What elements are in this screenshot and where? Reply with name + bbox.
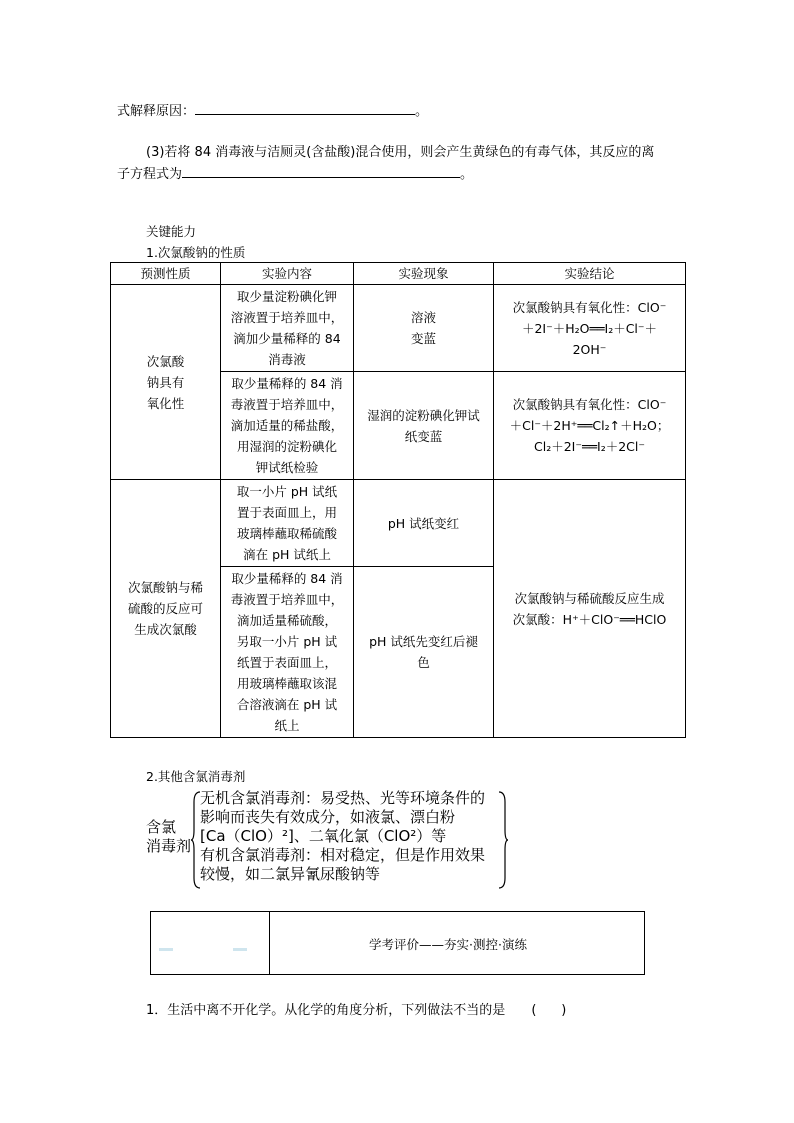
table-cell-conclusion: 次氯酸钠与稀硫酸反应生成 次氯酸：H⁺＋ClO⁻══HClO	[494, 480, 686, 738]
property-oxidizing: 次氯酸 钠具有 氧化性	[111, 285, 221, 480]
table-cell-phenomenon: pH 试纸变红	[354, 480, 494, 567]
chlorine-disinfectant-label: 含氯 消毒剂	[146, 818, 192, 855]
table-row	[111, 285, 686, 372]
answer-bracket[interactable]: ( )	[531, 1003, 567, 1018]
header-experiment-content: 实验内容	[221, 263, 354, 285]
table-cell-content: 取一小片 pH 试纸 置于表面皿上，用 玻璃棒蘸取稀硫酸 滴在 pH 试纸上	[221, 480, 354, 567]
question-1	[146, 999, 566, 1018]
right-brace-icon	[497, 790, 509, 890]
key-ability-heading: 关键能力	[146, 224, 197, 239]
answer-blank[interactable]	[182, 163, 460, 178]
header-conclusion: 实验结论	[494, 263, 686, 285]
prompt-text: 式解释原因：	[117, 104, 196, 119]
table-cell-content: 取少量稀释的 84 消 毒液置于培养皿中， 滴加适量的稀盐酸， 用湿润的淀粉碘化 钾试纸检验	[221, 372, 354, 480]
banner-decoration	[159, 948, 173, 951]
banner-title: 学考评价——夯实·测控·演练	[369, 937, 527, 952]
question-3-line-1: (3)若将 84 消毒液与洁厕灵(含盐酸)混合使用，则会产生黄绿色的有毒气体，其反应的离	[146, 145, 655, 160]
section-1-title: 1.次氯酸钠的性质	[146, 245, 246, 260]
table-header-row	[111, 263, 686, 285]
table-row	[111, 480, 686, 567]
table-cell-content: 取少量稀释的 84 消 毒液置于培养皿中， 滴加适量稀硫酸， 另取一小片 pH 试 纸置于表面皿上， 用玻璃棒蘸取该混 合溶液滴在 pH 试 纸上	[221, 567, 354, 738]
sodium-hypochlorite-table	[110, 262, 686, 738]
question-1-text: 1．生活中离不开化学。从化学的角度分析，下列做法不当的是	[146, 1003, 506, 1018]
banner-decoration	[233, 948, 247, 951]
disinfectant-description: 无机含氯消毒剂：易受热、光等环境条件的 影响而丧失有效成分，如液氯、漂白粉 [Ca（ClO）²]、二氧化氯（ClO²）等 有机含氯消毒剂：相对稳定，但是作用效果 较慢，如二氯异氰尿酸钠等	[200, 789, 486, 883]
table-cell-phenomenon: pH 试纸先变红后褪 色	[354, 567, 494, 738]
table-cell-phenomenon: 溶液 变蓝	[354, 285, 494, 372]
question-3-line-2: 子方程式为 。	[117, 163, 473, 182]
answer-blank[interactable]	[195, 100, 415, 115]
section-2-title: 2.其他含氯消毒剂	[146, 769, 246, 784]
header-phenomenon: 实验现象	[354, 263, 494, 285]
table-cell-conclusion: 次氯酸钠具有氧化性：ClO⁻ ＋2I⁻＋H₂O══I₂＋Cl⁻＋ 2OH⁻	[494, 285, 686, 372]
evaluation-banner	[150, 911, 645, 975]
table-cell-phenomenon: 湿润的淀粉碘化钾试 纸变蓝	[354, 372, 494, 480]
banner-divider	[269, 912, 270, 974]
table-cell-content: 取少量淀粉碘化钾 溶液置于培养皿中， 滴加少量稀释的 84 消毒液	[221, 285, 354, 372]
property-hypochlorous-acid: 次氯酸钠与稀 硫酸的反应可 生成次氯酸	[111, 480, 221, 738]
table-cell-conclusion: 次氯酸钠具有氧化性：ClO⁻ ＋Cl⁻＋2H⁺══Cl₂↑＋H₂O； Cl₂＋2I⁻══I₂＋2Cl⁻	[494, 372, 686, 480]
header-predicted-property: 预测性质	[111, 263, 221, 285]
answer-line-1: 式解释原因： 。	[117, 100, 428, 119]
